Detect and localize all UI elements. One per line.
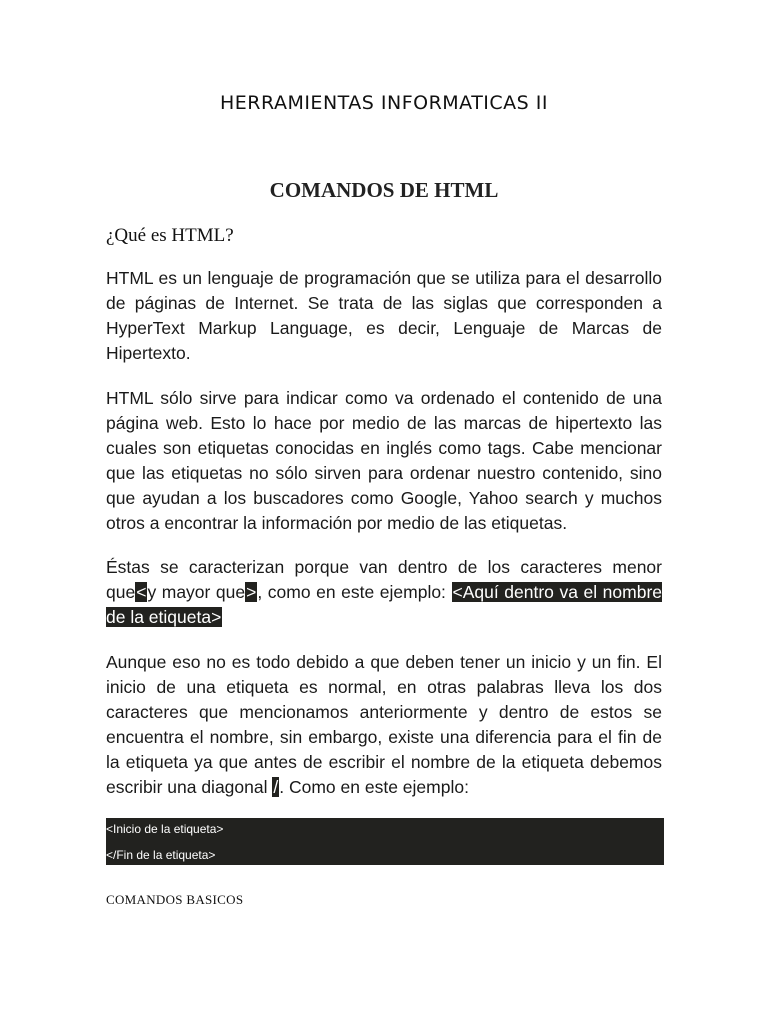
course-title: HERRAMIENTAS INFORMATICAS II	[220, 92, 548, 114]
section-heading-basic-commands: COMANDOS BASICOS	[106, 892, 244, 907]
code-line-open-tag: <Inicio de la etiqueta>	[106, 822, 224, 836]
paragraph-tag-syntax-text-2: y mayor que	[147, 582, 246, 602]
tag-example-highlight: <Aquí dentro va el nombre de la etiqueta>	[106, 582, 663, 627]
slash-symbol: /	[273, 777, 279, 797]
paragraph-purpose: HTML sólo sirve para indicar como va ordenado el contenido de una página web. Esto lo hace por medio de las marcas de hipertexto las cuales son etiquetas conocidas en inglés como tags. Cabe mencionar que las etiquetas no sólo sirven para ordenar nuestro contenido, sino que ayudan a los buscadores como Google, Yahoo search y muchos otros a encontrar la información por medio de las etiquetas.	[106, 388, 662, 533]
code-line-close-tag: </Fin de la etiqueta>	[106, 848, 216, 862]
less-than-symbol: <	[136, 582, 147, 602]
paragraph-closing-tags-tail: . Como en este ejemplo:	[279, 777, 469, 797]
greater-than-symbol: >	[246, 582, 257, 602]
paragraph-tag-syntax-text-3: , como en este ejemplo:	[257, 582, 446, 602]
paragraph-closing-tags-text: Aunque eso no es todo debido a que deben tener un inicio y un fin. El inicio de una etiqueta es normal, en otras palabras lleva los dos caracteres que mencionamos anteriormente y dentro de estos se encuentra el nombre, sin embargo, existe una diferencia para el fin de la etiqueta ya que antes de escribir el nombre de la etiqueta debemos escribir una diagonal	[106, 652, 662, 797]
paragraph-tag-syntax-text-1: Éstas se caracterizan porque van dentro de los caracteres menor que	[106, 557, 662, 602]
section-question: ¿Qué es HTML?	[106, 225, 234, 246]
paragraph-definition: HTML es un lenguaje de programación que se utiliza para el desarrollo de páginas de Internet. Se trata de las siglas que corresponden a HyperText Markup Language, es decir, Lenguaje de Marcas de Hipertexto.	[106, 268, 662, 363]
document-title: COMANDOS DE HTML	[269, 178, 499, 202]
paragraph-tag-syntax	[106, 555, 662, 630]
code-example-block	[106, 818, 664, 865]
paragraph-closing-tags	[106, 650, 662, 800]
